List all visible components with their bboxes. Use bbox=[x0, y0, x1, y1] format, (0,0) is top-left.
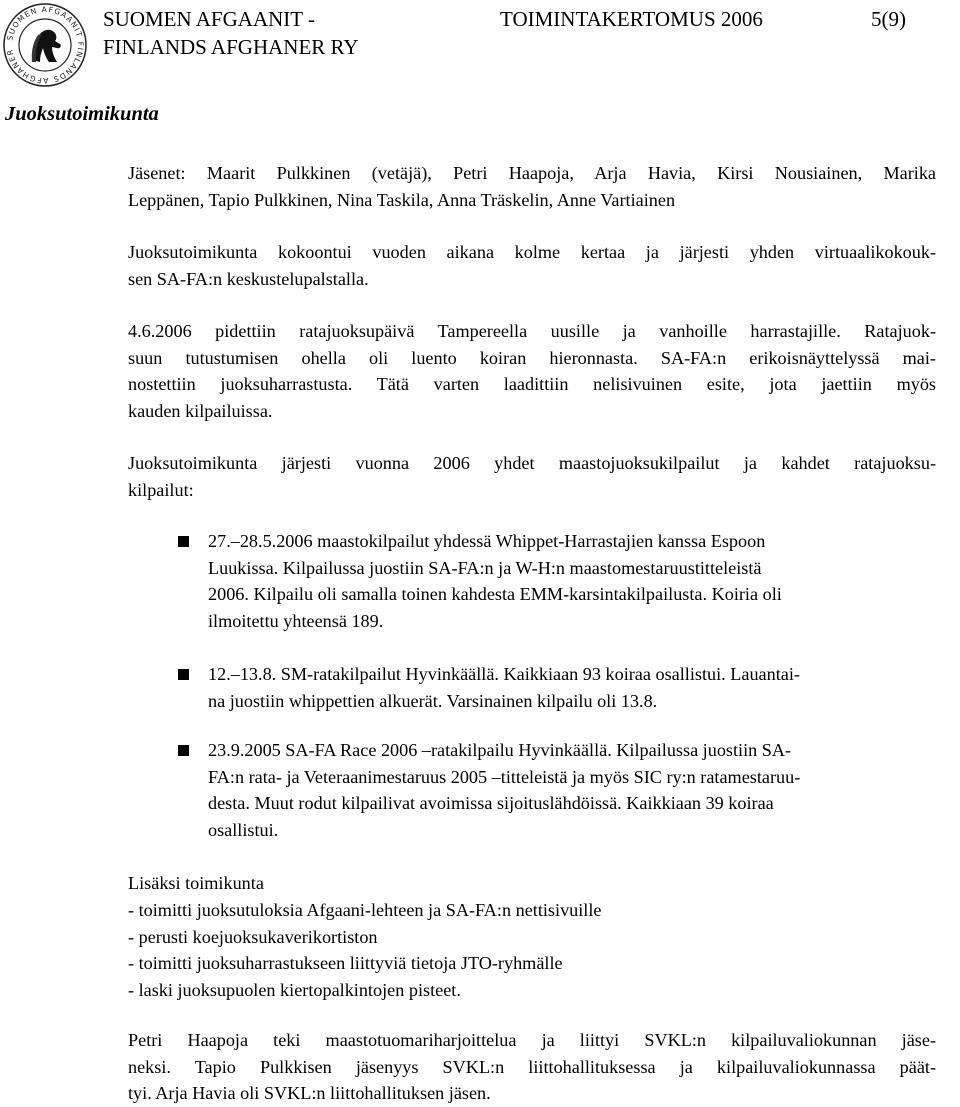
text-line: 4.6.2006 pidettiin ratajuoksupäivä Tampereella uusille ja vanhoille harrastajille. Ratajuok- bbox=[128, 321, 936, 341]
text-line: Leppänen, Tapio Pulkkinen, Nina Taskila, Anna Träskelin, Anne Vartiainen bbox=[128, 189, 676, 210]
text-line: Juoksutoimikunta järjesti vuonna 2006 yhdet maastojuoksukilpailut ja kahdet ratajuoksu- bbox=[128, 453, 936, 473]
section-title: Juoksutoimikunta bbox=[5, 103, 159, 125]
bullet-item-race-2006 bbox=[208, 737, 936, 843]
text-line: 12.–13.8. SM-ratakilpailut Hyvinkäällä. Kaikkiaan 93 koiraa osallistui. Lauantai- bbox=[208, 664, 800, 684]
track-day-paragraph bbox=[128, 318, 936, 424]
text-line: nostettiin juoksuharrastusta. Tätä varten laadittiin nelisivuinen esite, jota jaettiin myös bbox=[128, 374, 936, 395]
bullet-item-sm-track bbox=[208, 661, 936, 714]
club-seal-logo bbox=[2, 2, 88, 88]
text-line: ilmoitettu yhteensä 189. bbox=[208, 610, 384, 631]
meetings-paragraph bbox=[128, 239, 936, 292]
text-line: Jäsenet: Maarit Pulkkinen (vetäjä), Petri Haapoja, Arja Havia, Kirsi Nousiainen, Marika bbox=[128, 163, 936, 183]
text-line: kilpailut: bbox=[128, 479, 194, 500]
organization-name-sv: FINLANDS AFGHANER RY bbox=[103, 35, 359, 59]
competitions-intro-paragraph bbox=[128, 450, 936, 503]
svg-text:SUOMEN AFGAANIT FINLANDS AFGHA: SUOMEN AFGAANIT FINLANDS AFGHANER bbox=[5, 4, 86, 86]
organization-name bbox=[103, 5, 359, 61]
text-line: Juoksutoimikunta kokoontui vuoden aikana kolme kertaa ja järjesti yhden virtuaalikokouk- bbox=[128, 242, 936, 262]
text-line: 2006. Kilpailu oli samalla toinen kahdesta EMM-karsintakilpailusta. Koiria oli bbox=[208, 584, 782, 605]
text-line: sen SA-FA:n keskustelupalstalla. bbox=[128, 268, 369, 289]
text-line: osallistui. bbox=[208, 819, 279, 840]
list-item: - toimitti juoksuharrastukseen liittyviä tietoja JTO-ryhmälle bbox=[128, 953, 563, 974]
bullet-item-cross-country bbox=[208, 528, 936, 634]
text-line: tyi. Arja Havia oli SVKL:n liittohallituksen jäsen. bbox=[128, 1083, 491, 1104]
text-line: 27.–28.5.2006 maastokilpailut yhdessä Whippet-Harrastajien kanssa Espoon bbox=[208, 531, 766, 551]
bullet-marker bbox=[176, 668, 192, 683]
organization-name-fi: SUOMEN AFGAANIT - bbox=[103, 7, 315, 31]
list-item: - toimitti juoksutuloksia Afgaani-lehteen ja SA-FA:n nettisivuille bbox=[128, 900, 602, 920]
document-title: TOIMINTAKERTOMUS 2006 bbox=[500, 7, 763, 31]
bullet-marker bbox=[176, 744, 192, 759]
text-line: na juostiin whippettien alkuerät. Varsinainen kilpailu oli 13.8. bbox=[208, 690, 658, 711]
text-line: Luukissa. Kilpailussa juostiin SA-FA:n ja W-H:n maastomestaruustitteleistä bbox=[208, 557, 762, 578]
list-item: - perusti koejuoksukaverikortiston bbox=[128, 926, 378, 947]
text-line: 23.9.2005 SA-FA Race 2006 –ratakilpailu Hyvinkäällä. Kilpailussa juostiin SA- bbox=[208, 740, 792, 760]
text-line: neksi. Tapio Pulkkisen jäsenyys SVKL:n liittohallituksessa ja kilpailuvaliokunnassa päät- bbox=[128, 1056, 936, 1077]
members-paragraph bbox=[128, 160, 936, 213]
text-line: Petri Haapoja teki maastotuomariharjoittelua ja liittyi SVKL:n kilpailuvaliokunnan jäse- bbox=[128, 1030, 936, 1050]
list-item: - laski juoksupuolen kiertopalkintojen pisteet. bbox=[128, 979, 461, 1000]
additional-intro: Lisäksi toimikunta bbox=[128, 873, 264, 893]
text-line: kauden kilpailuissa. bbox=[128, 400, 273, 421]
bullet-marker bbox=[176, 535, 192, 550]
additional-tasks-list bbox=[128, 897, 602, 1003]
text-line: FA:n rata- ja Veteraanimestaruus 2005 –titteleistä ja myös SIC ry:n ratamestaruu- bbox=[208, 766, 801, 787]
page-number: 5(9) bbox=[871, 7, 906, 31]
text-line: desta. Muut rodut kilpailivat avoimissa sijoituslähdöissä. Kaikkiaan 39 koiraa bbox=[208, 793, 774, 814]
closing-paragraph bbox=[128, 1027, 936, 1107]
text-line: suun tutustumisen ohella oli luento koiran hieronnasta. SA-FA:n erikoisnäyttelyssä mai- bbox=[128, 347, 936, 368]
